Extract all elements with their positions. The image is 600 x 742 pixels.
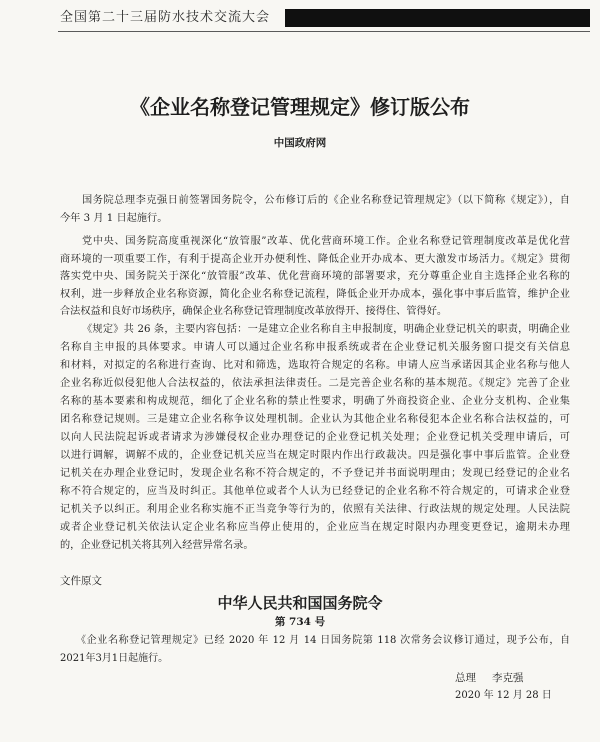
paragraph-line: 或者企业登记机关依法认定企业名称应当停止使用的，企业应当在规定时限内办理变更登记，逾期未办理 bbox=[60, 522, 570, 533]
paragraph-line: 落实党中央、国务院关于深化“放管服”改革、优化营商环境的部署要求，充分尊重企业自主选择企业名称的 bbox=[60, 271, 570, 282]
paragraph-line: 的，企业登记机关将其列入经营异常名录。 bbox=[60, 540, 254, 551]
decree-body bbox=[60, 632, 570, 667]
paragraph-line: 党中央、国务院高度重视深化“放管服”改革、优化营商环境工作。企业名称登记管理制度改革是优化营 bbox=[82, 236, 570, 247]
paragraph-line: 称不符合规定的，应当及时纠正。其他单位或者个人认为已经登记的企业名称不符合规定的，可请求企业登 bbox=[60, 486, 570, 497]
header-black-bar bbox=[285, 9, 590, 27]
paragraph-line: 国务院总理李克强日前签署国务院令，公布修订后的《企业名称登记管理规定》（以下简称《规定》），自 bbox=[82, 195, 570, 206]
signature-title: 总理 bbox=[455, 672, 476, 684]
decree-issuer: 中华人民共和国国务院令 bbox=[217, 594, 383, 612]
paragraph-line: 记机关予以纠正。利用企业名称实施不正当竞争等行为的，依照有关法律、行政法规的规定处理。人民法院 bbox=[60, 504, 570, 515]
paragraph-line: 和材料，对拟定的名称进行查询、比对和筛选，选取符合规定的名称。申请人应当承诺因其企业名称与他人 bbox=[60, 360, 570, 371]
paragraph-3 bbox=[60, 321, 570, 555]
paragraph-line: 权利，进一步释放企业名称资源，简化企业名称登记流程，降低企业开办成本，强化事中事后监管，维护企业 bbox=[60, 288, 570, 300]
decree-line: 2021年3月1日起施行。 bbox=[60, 652, 169, 664]
decree-number: 第 734 号 bbox=[274, 616, 326, 628]
decree-line: 《企业名称登记管理规定》已经 2020 年 12 月 14 日国务院第 118 次常务会议修订通过，现予公布，自 bbox=[76, 635, 570, 646]
paragraph-1 bbox=[60, 192, 570, 227]
decree-date: 2020 年 12 月 28 日 bbox=[455, 690, 552, 701]
paragraph-line: 今年 3 月 1 日起施行。 bbox=[60, 212, 168, 224]
paragraph-line: 记机关在办理企业登记时，发现企业名称不符合规定的，不予登记并书面说明理由；发现已经登记的企业名 bbox=[60, 468, 570, 479]
paragraph-line: 名称自主申报的具体要求。申请人可以通过企业名称申报系统或者在企业登记机关服务窗口提交有关信息 bbox=[60, 342, 570, 353]
article-source: 中国政府网 bbox=[273, 137, 327, 149]
article-title: 《企业名称登记管理规定》修订版公布 bbox=[130, 95, 470, 119]
paragraph-line: 合法权益和良好市场秩序，确保企业名称登记管理制度改革放得开、接得住、管得好。 bbox=[60, 306, 448, 317]
paragraph-line: 以进行调解，调解不成的，企业登记机关应当在规定时限内作出行政裁决。四是强化事中事后监管。企业登 bbox=[60, 450, 570, 461]
paragraph-2 bbox=[60, 233, 570, 321]
paragraph-line: 以向人民法院起诉或者请求为涉嫌侵权企业办理登记的企业登记机关处理；企业登记机关受理申请后，可 bbox=[60, 432, 570, 443]
paragraph-line: 团名称登记规则。三是建立企业名称争议处理机制。企业认为其他企业名称侵犯本企业名称合法权益的，可 bbox=[60, 414, 570, 425]
paragraph-line: 《规定》共 26 条，主要内容包括：一是建立企业名称自主申报制度，明确企业登记机关的职责，明确企业 bbox=[82, 324, 570, 335]
signature-name: 李克强 bbox=[492, 672, 524, 684]
signature bbox=[455, 670, 524, 686]
header-divider bbox=[58, 31, 590, 32]
paragraph-line: 企业名称近似侵犯他人合法权益的，依法承担法律责任。二是完善企业名称的基本规范。《规定》完善了企业 bbox=[60, 378, 570, 389]
original-document-label: 文件原文 bbox=[60, 575, 102, 587]
paragraph-line: 商环境的一项重要工作，有利于提高企业开办便利性、降低企业开办成本、更大激发市场活力。《规定》贯彻 bbox=[60, 253, 570, 265]
conference-header: 全国第二十三届防水技术交流大会 bbox=[60, 10, 271, 25]
paragraph-line: 名称的基本要素和构成规范，细化了企业名称的禁止性要求，明确了外商投资企业、企业分支机构、企业集 bbox=[60, 396, 570, 407]
